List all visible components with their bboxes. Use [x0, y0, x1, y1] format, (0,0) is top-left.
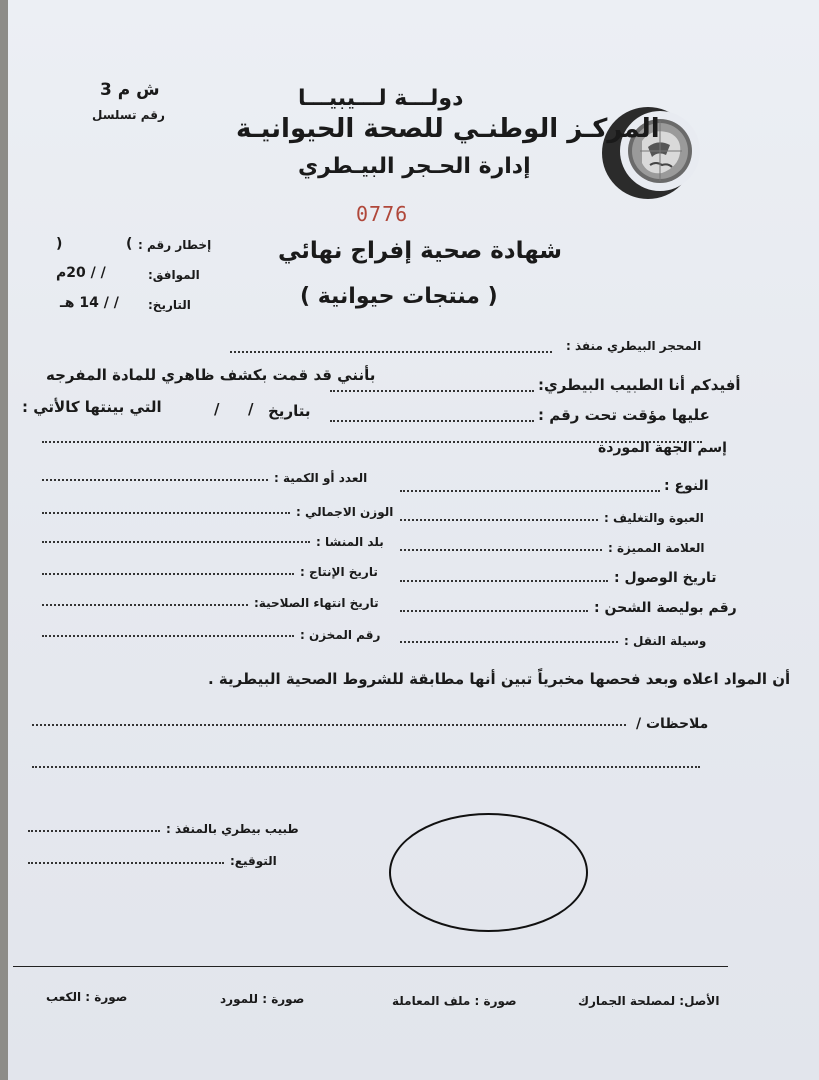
quarantine-port-label: المحجر البيطري منفذ : — [566, 339, 702, 353]
field-arrival: تاريخ الوصول : — [614, 570, 717, 586]
date-value: / / 14 هـ — [60, 295, 119, 311]
field-origin: بلد المنشا : — [316, 535, 384, 549]
quarantine-port-dots — [230, 351, 552, 353]
sign-label: التوقيع: — [230, 854, 277, 868]
temp-date-slash-1: / — [248, 400, 254, 418]
field-mark: العلامة المميزة : — [608, 541, 705, 555]
field-mark-dots — [400, 549, 602, 551]
field-origin-dots — [42, 541, 310, 543]
distribution-stub: صورة : الكعب — [46, 990, 128, 1004]
field-type: النوع : — [664, 478, 709, 494]
stamp-area — [389, 813, 588, 932]
field-transport-dots — [400, 641, 618, 643]
header-state: دولـــة لـــيبيـــا — [298, 86, 464, 111]
field-weight: الوزن الاجمالي : — [296, 505, 394, 519]
field-warehouse-dots — [42, 635, 294, 637]
temp-details-label: التي بينتها كالأتي : — [22, 398, 162, 416]
agreed-value: / / 20م — [56, 265, 106, 281]
temp-number-dots — [330, 420, 534, 422]
field-warehouse: رقم المخزن : — [300, 628, 381, 642]
header-department: إدارة الحـجر البيـطري — [298, 154, 531, 179]
field-expiry-dots — [42, 604, 248, 606]
notice-label: إخطار رقم : — [138, 238, 212, 252]
field-transport: وسيلة النقل : — [624, 634, 707, 648]
serial-number: 0776 — [356, 202, 409, 226]
footer-divider — [13, 966, 728, 967]
distribution-original: الأصل: لمصلحة الجمارك — [578, 994, 720, 1008]
remarks-label: ملاحظات / — [636, 716, 709, 732]
notice-close: ) — [56, 236, 63, 252]
certificate-sheet — [8, 0, 819, 1080]
remarks-dots-1 — [32, 724, 626, 726]
temp-date-label: بتاريخ — [268, 402, 311, 420]
field-packaging: العبوة والتغليف : — [604, 511, 704, 525]
distribution-file: صورة : ملف المعاملة — [392, 994, 517, 1008]
serial-label: رقم تسلسل — [92, 108, 165, 122]
field-quantity-dots — [42, 479, 268, 481]
header-center: المركـز الوطنـي للصحة الحيوانيـة — [236, 114, 660, 144]
field-production-date: تاريخ الإنتاج : — [300, 565, 378, 579]
sign-dots — [28, 862, 224, 864]
field-production-dots — [42, 573, 294, 575]
vet-signature-label: طبيب بيطري بالمنفذ : — [166, 822, 299, 836]
field-quantity: العدد أو الكمية : — [274, 471, 368, 485]
vet-name-dots — [330, 390, 534, 392]
field-type-dots — [400, 490, 660, 492]
field-packaging-dots — [400, 519, 598, 521]
field-expiry-date: تاريخ انتهاء الصلاحية: — [254, 596, 379, 610]
certificate-subtitle: ( منتجات حيوانية ) — [300, 284, 498, 309]
field-arrival-dots — [400, 580, 608, 582]
vet-statement-start: أفيدكم أنا الطبيب البيطري: — [538, 376, 741, 394]
field-bill-dots — [400, 610, 588, 612]
notice-open: ( — [126, 236, 133, 252]
field-bill-of-lading: رقم بوليصة الشحن : — [594, 600, 737, 616]
form-code: ش م 3 — [100, 80, 160, 100]
date-label: التاريخ: — [148, 298, 191, 312]
certificate-title: شهادة صحية إفراج نهائي — [278, 238, 563, 264]
conclusion-text: أن المواد اعلاه وبعد فحصها مخبرياً تبين أنها مطابقة للشروط الصحية البيطرية . — [208, 670, 791, 688]
vet-signature-dots — [28, 830, 160, 832]
field-weight-dots — [42, 512, 290, 514]
vet-statement-end: بأنني قد قمت بكشف ظاهري للمادة المفرجه — [46, 366, 376, 384]
temp-number-label: عليها مؤقت تحت رقم : — [538, 406, 710, 424]
supplier-label: إسم الجهة الموردة — [598, 440, 727, 456]
distribution-supplier: صورة : للمورد — [220, 992, 305, 1006]
temp-date-slash-2: / — [214, 400, 220, 418]
agreed-label: الموافق: — [148, 268, 200, 282]
remarks-dots-2 — [32, 766, 700, 768]
